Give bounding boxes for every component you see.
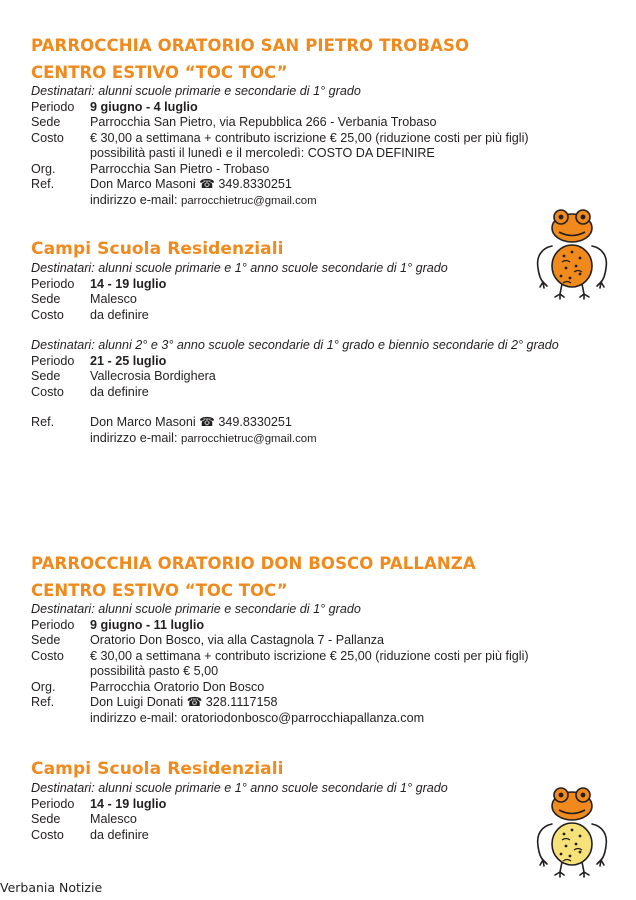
section-title: Campi Scuola Residenziali — [31, 759, 284, 779]
costo-extra-row — [31, 146, 529, 162]
periodo-value: 14 - 19 luglio — [90, 796, 167, 811]
email-link[interactable]: indirizzo e-mail: oratoriodonbosco@parrocchiapallanza.com — [90, 710, 425, 725]
sede-value: Malesco — [90, 812, 137, 826]
costo-extra-row — [31, 664, 529, 680]
ref-value: Don Marco Masoni ☎ 349.8330251 — [90, 177, 292, 191]
costo-row: Costo da definire — [31, 307, 149, 322]
section-title: PARROCCHIA ORATORIO DON BOSCO PALLANZA — [31, 554, 476, 573]
sede-value: Oratorio Don Bosco, via alla Castagnola 7 - Pallanza — [90, 633, 385, 647]
section-don-bosco — [31, 552, 529, 726]
sede-row: Sede Parrocchia San Pietro, via Repubblica 266 - Verbania Trobaso — [31, 115, 437, 129]
sede-row: Sede Malesco — [31, 812, 137, 826]
ref-value: Don Marco Masoni ☎ 349.8330251 — [90, 415, 292, 429]
email-row — [31, 711, 529, 727]
costo-row-2: Costo da definire — [31, 384, 149, 399]
periodo-row: Periodo 14 - 19 luglio — [31, 276, 167, 291]
section-san-pietro — [31, 34, 529, 209]
costo-extra-value: possibilità pasto € 5,00 — [90, 664, 219, 678]
section-campi-scuola-1 — [31, 238, 559, 447]
frog-orange-icon — [532, 206, 612, 300]
ref-row: Ref. Don Marco Masoni ☎ 349.8330251 — [31, 415, 292, 429]
org-row: Org. Parrocchia Oratorio Don Bosco — [31, 679, 265, 694]
costo-value-2: da definire — [90, 384, 149, 399]
sede-row-2: Sede Vallecrosia Bordighera — [31, 369, 216, 383]
footer-watermark: Verbania Notizie — [0, 880, 103, 895]
destinatari-2: Destinatari: alunni 2° e 3° anno scuole secondarie di 1° grado e biennio secondarie di 2° grado — [31, 338, 559, 352]
email-link[interactable]: parrocchietruc@gmail.com — [180, 432, 317, 445]
sede-row: Sede Oratorio Don Bosco, via alla Castagnola 7 - Pallanza — [31, 633, 385, 647]
costo-value: € 30,00 a settimana + contributo iscrizione € 25,00 (riduzione costi per più figli) — [90, 130, 529, 145]
periodo-value-2: 21 - 25 luglio — [90, 353, 167, 368]
costo-row: Costo da definire — [31, 827, 149, 842]
destinatari: Destinatari: alunni scuole primarie e 1° anno scuole secondarie di 1° grado — [31, 261, 448, 275]
ref-row: Ref. Don Marco Masoni ☎ 349.8330251 — [31, 177, 292, 191]
costo-value: € 30,00 a settimana + contributo iscrizione € 25,00 (riduzione costi per più figli) — [90, 648, 529, 663]
section-title: Campi Scuola Residenziali — [31, 239, 284, 259]
ref-row: Ref. Don Luigi Donati ☎ 328.1117158 — [31, 695, 278, 709]
destinatari: Destinatari: alunni scuole primarie e 1° anno scuole secondarie di 1° grado — [31, 781, 448, 795]
section-subtitle: CENTRO ESTIVO “TOC TOC” — [31, 581, 288, 600]
frog-yellow-icon — [532, 784, 612, 878]
section-title: PARROCCHIA ORATORIO SAN PIETRO TROBASO — [31, 36, 470, 55]
org-value: Parrocchia San Pietro - Trobaso — [90, 161, 270, 176]
section-campi-scuola-2 — [31, 758, 448, 843]
costo-value: da definire — [90, 307, 149, 322]
periodo-value: 14 - 19 luglio — [90, 276, 167, 291]
org-value: Parrocchia Oratorio Don Bosco — [90, 679, 265, 694]
periodo-value: 9 giugno - 11 luglio — [90, 617, 205, 632]
costo-row: Costo € 30,00 a settimana + contributo iscrizione € 25,00 (riduzione costi per più figli) — [31, 130, 529, 145]
sede-value-2: Vallecrosia Bordighera — [90, 369, 216, 383]
periodo-row-2: Periodo 21 - 25 luglio — [31, 353, 167, 368]
sede-value: Parrocchia San Pietro, via Repubblica 266 - Verbania Trobaso — [90, 115, 437, 129]
sede-value: Malesco — [90, 292, 137, 306]
email-row: indirizzo e-mail: parrocchietruc@gmail.com — [90, 430, 317, 445]
periodo-value: 9 giugno - 4 luglio — [90, 99, 198, 114]
section-subtitle: CENTRO ESTIVO “TOC TOC” — [31, 63, 288, 82]
periodo-row: Periodo 9 giugno - 11 luglio — [31, 617, 205, 632]
costo-value: da definire — [90, 827, 149, 842]
destinatari: Destinatari: alunni scuole primarie e secondarie di 1° grado — [31, 602, 361, 616]
periodo-row: Periodo 14 - 19 luglio — [31, 796, 167, 811]
destinatari: Destinatari: alunni scuole primarie e secondarie di 1° grado — [31, 84, 361, 98]
email-row: indirizzo e-mail: parrocchietruc@gmail.com — [90, 192, 317, 207]
costo-row: Costo € 30,00 a settimana + contributo iscrizione € 25,00 (riduzione costi per più figli) — [31, 648, 529, 663]
sede-row: Sede Malesco — [31, 292, 137, 306]
costo-extra-value: possibilità pasti il lunedì e il mercoledì: COSTO DA DEFINIRE — [90, 146, 435, 160]
periodo-row: Periodo 9 giugno - 4 luglio — [31, 99, 198, 114]
ref-value: Don Luigi Donati ☎ 328.1117158 — [90, 695, 278, 709]
org-row: Org. Parrocchia San Pietro - Trobaso — [31, 161, 270, 176]
email-link[interactable]: parrocchietruc@gmail.com — [180, 194, 317, 207]
